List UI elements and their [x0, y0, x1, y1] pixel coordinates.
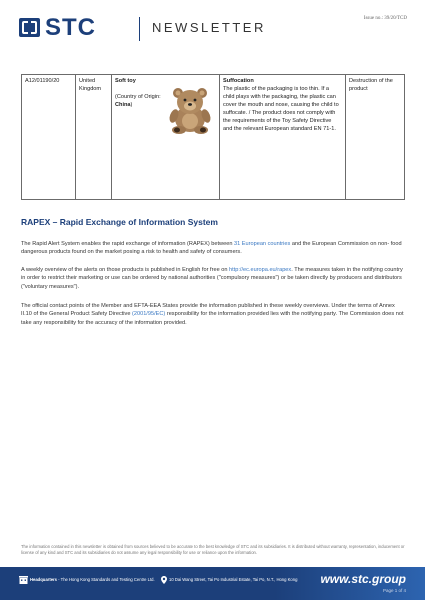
footer-disclaimer: The information contained in this newsletter is obtained from sources believed to be accurate to the best knowledge of STC and its subsidiaries. It is distributed without warranty, representation, inducement or license of any kind and STC and its subsidiaries do not assume any legal responsibility for use or reliance upon the information.	[21, 544, 405, 555]
product-origin: (Country of Origin: China)	[115, 94, 161, 108]
rapex-website-link[interactable]: http://ec.europa.eu/rapex	[229, 267, 292, 273]
hazard-cell	[220, 75, 346, 200]
issue-number: Issue no.: 39/20/TCD	[363, 16, 407, 21]
directive-link[interactable]: (2001/95/EC)	[132, 311, 166, 318]
newsletter-label: NEWSLETTER	[152, 20, 266, 35]
product-cell	[112, 75, 220, 200]
section-title: RAPEX – Rapid Exchange of Information System	[21, 217, 218, 227]
rapex-paragraph-2: A weekly overview of the alerts on those products is published in English for free on http://ec.europa.eu/rapex. The measures taken in the notifying country in order to restrict their marketing or use can be ordered by national authorities ("compulsory measures") or be taken directly by producers and distributors ("voluntary measures").	[21, 267, 403, 290]
location-pin-icon	[161, 576, 167, 584]
website-link[interactable]: www.stc.group	[320, 572, 406, 586]
rapex-paragraph-1: The Rapid Alert System enables the rapid exchange of information (RAPEX) between 31 European countries and the European Commission on non- food dangerous products found on the market posing a risk to health and safety of consumers.	[21, 241, 402, 256]
rapex-paragraph-3: The official contact points of the Member and EFTA-EEA States provide the information published in these weekly overviews. Under the terms of Annex II.10 of the General Product Safety Directive (2001/95/EC) responsibility for the information provided lies with the notifying party. The Commission does not take any responsibility for the accuracy of the information provided.	[21, 303, 404, 326]
header-divider	[139, 17, 140, 41]
reference-cell: A12/01190/20	[22, 75, 76, 200]
countries-link[interactable]: 31 European countries	[234, 241, 291, 247]
hazard-description: The plastic of the packaging is too thin. If a child plays with the packaging, the plastic can cover the mouth and nose, causing the child to suffocate. / The product does not comply with the requirements of the Toy Safety Directive and the relevant European standard EN 71-1.	[223, 86, 339, 132]
headquarters-text: Headquarters - The Hong Kong Standards and Testing Centre Ltd.	[30, 577, 155, 582]
hazard-title: Suffocation	[223, 78, 254, 84]
recall-table	[21, 74, 405, 200]
product-name: Soft toy	[115, 78, 136, 84]
footer-bar	[0, 567, 425, 600]
table-row	[22, 75, 405, 200]
stc-logo-icon	[19, 18, 40, 37]
country-cell: United Kingdom	[76, 75, 112, 200]
address-text: 10 Dai Wang Street, Tai Po Industrial Estate, Tai Po, N.T., Hong Kong	[169, 577, 298, 582]
measure-cell: Destruction of the product	[346, 75, 405, 200]
teddy-bear-icon	[167, 83, 213, 135]
page-number: Page 1 of 4	[382, 588, 406, 593]
newsletter-header	[0, 0, 425, 46]
building-icon	[19, 576, 28, 584]
logo-text: STC	[45, 14, 96, 41]
